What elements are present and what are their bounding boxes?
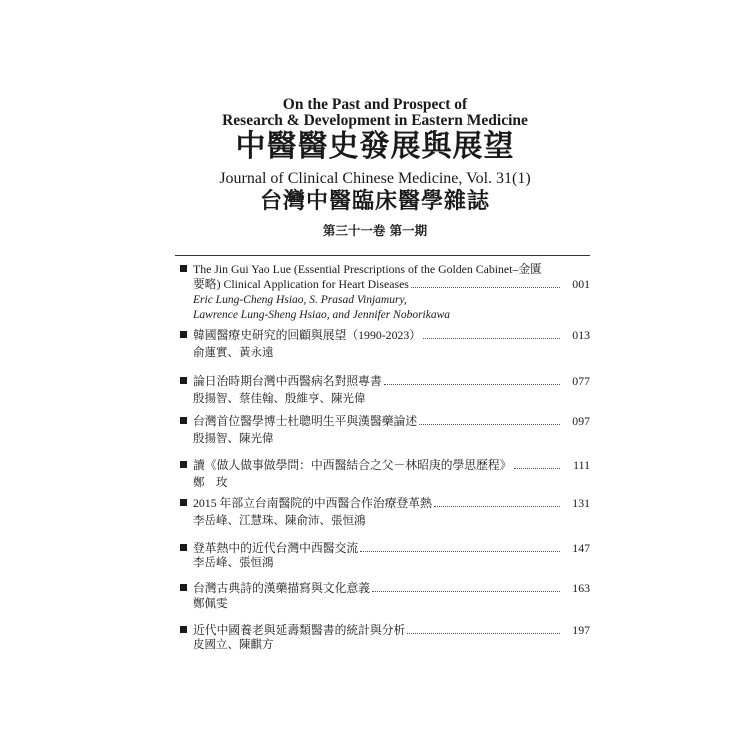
toc-entry-title-row <box>193 541 590 555</box>
toc-entry-page: 097 <box>572 414 590 428</box>
toc-entry-authors: 鄭佩雯 <box>193 598 228 610</box>
toc-entry-title-row <box>193 496 590 510</box>
toc-entry-title: 讀《做人做事做學問：中西醫結合之父－林昭庚的學思歷程》 <box>193 458 512 472</box>
bullet-icon <box>180 417 187 424</box>
toc-entry-title-row <box>193 277 590 291</box>
toc-entry-title: 2015 年部立台南醫院的中西醫合作治療登革熱 <box>193 496 432 510</box>
toc-entry-title: 台灣首位醫學博士杜聰明生平與漢醫藥論述 <box>193 414 418 428</box>
dot-leader <box>384 384 560 385</box>
divider-line <box>175 255 590 256</box>
chinese-title: 中醫醫史發展與展望 <box>235 129 515 164</box>
toc-entry-page: 001 <box>572 277 590 291</box>
bullet-icon <box>180 331 187 338</box>
toc-entry-title: 台灣古典詩的漢藥描寫與文化意義 <box>193 581 370 595</box>
toc-entry-title: 韓國醫療史研究的回顧與展望（1990-2023） <box>193 328 422 342</box>
toc-entry-page: 077 <box>572 374 590 388</box>
dot-leader <box>419 424 560 425</box>
toc-entry-authors: 俞蓮實、黃永遠 <box>193 347 274 359</box>
toc-entry-authors-line2: Lawrence Lung-Sheng Hsiao, and Jennifer Noborikawa <box>193 309 451 321</box>
toc-entry-page: 163 <box>572 581 590 595</box>
dot-leader <box>514 468 560 469</box>
toc-entry-title-line1: The Jin Gui Yao Lue (Essential Prescriptions of the Golden Cabinet–金匱 <box>193 262 542 276</box>
toc-entry-page: 197 <box>572 623 590 637</box>
journal-name-english: Journal of Clinical Chinese Medicine, Vol. 31(1) <box>219 170 531 187</box>
dot-leader <box>434 506 560 507</box>
bullet-icon <box>180 544 187 551</box>
journal-name-chinese: 台灣中醫臨床醫學雜誌 <box>259 189 490 214</box>
english-title-line-1: On the Past and Prospect of <box>282 96 468 113</box>
toc-entry-authors: 殷揚智、陳光偉 <box>193 433 274 445</box>
toc-entry-authors: 殷揚智、蔡佳翰、殷維亨、陳光偉 <box>193 393 366 405</box>
bullet-icon <box>180 499 187 506</box>
toc-entry-title-row <box>193 328 590 342</box>
bullet-icon <box>180 584 187 591</box>
dot-leader <box>423 338 560 339</box>
bullet-icon <box>180 461 187 468</box>
bullet-icon <box>180 265 187 272</box>
toc-entry-authors: 李岳峰、江慧珠、陳俞沛、張恒鴻 <box>193 515 366 527</box>
toc-entry-page: 013 <box>572 328 590 342</box>
toc-entry-title: 要略) Clinical Application for Heart Diseases <box>193 277 409 291</box>
dot-leader <box>407 633 560 634</box>
toc-entry-authors: 鄭 玫 <box>193 477 228 489</box>
bullet-icon <box>180 377 187 384</box>
toc-entry-title: 近代中國養老與延壽類醫書的統計與分析 <box>193 623 406 637</box>
dot-leader <box>372 591 560 592</box>
toc-entry-page: 147 <box>572 541 590 555</box>
toc-entry-authors: 李岳峰、張恒鴻 <box>193 557 274 569</box>
toc-entry-authors-line1: Eric Lung-Cheng Hsiao, S. Prasad Vinjamury, <box>193 294 407 306</box>
toc-entry-title-row <box>193 623 590 637</box>
volume-issue: 第三十一卷 第一期 <box>322 223 428 238</box>
dot-leader <box>411 287 560 288</box>
toc-entry-title-row <box>193 581 590 595</box>
toc-entry-page: 111 <box>573 458 590 472</box>
toc-entry-title-row <box>193 374 590 388</box>
bullet-icon <box>180 626 187 633</box>
toc-entry-title-row <box>193 414 590 428</box>
toc-entry-title: 論日治時期台灣中西醫病名對照專書 <box>193 374 382 388</box>
toc-entry-authors: 皮國立、陳麒方 <box>193 639 274 651</box>
toc-entry-title: 登革熱中的近代台灣中西醫交流 <box>193 541 359 555</box>
english-title-line-2: Research & Development in Eastern Medicine <box>222 112 528 129</box>
toc-entry-page: 131 <box>572 496 590 510</box>
dot-leader <box>360 551 560 552</box>
toc-entry-title-row <box>193 458 590 472</box>
